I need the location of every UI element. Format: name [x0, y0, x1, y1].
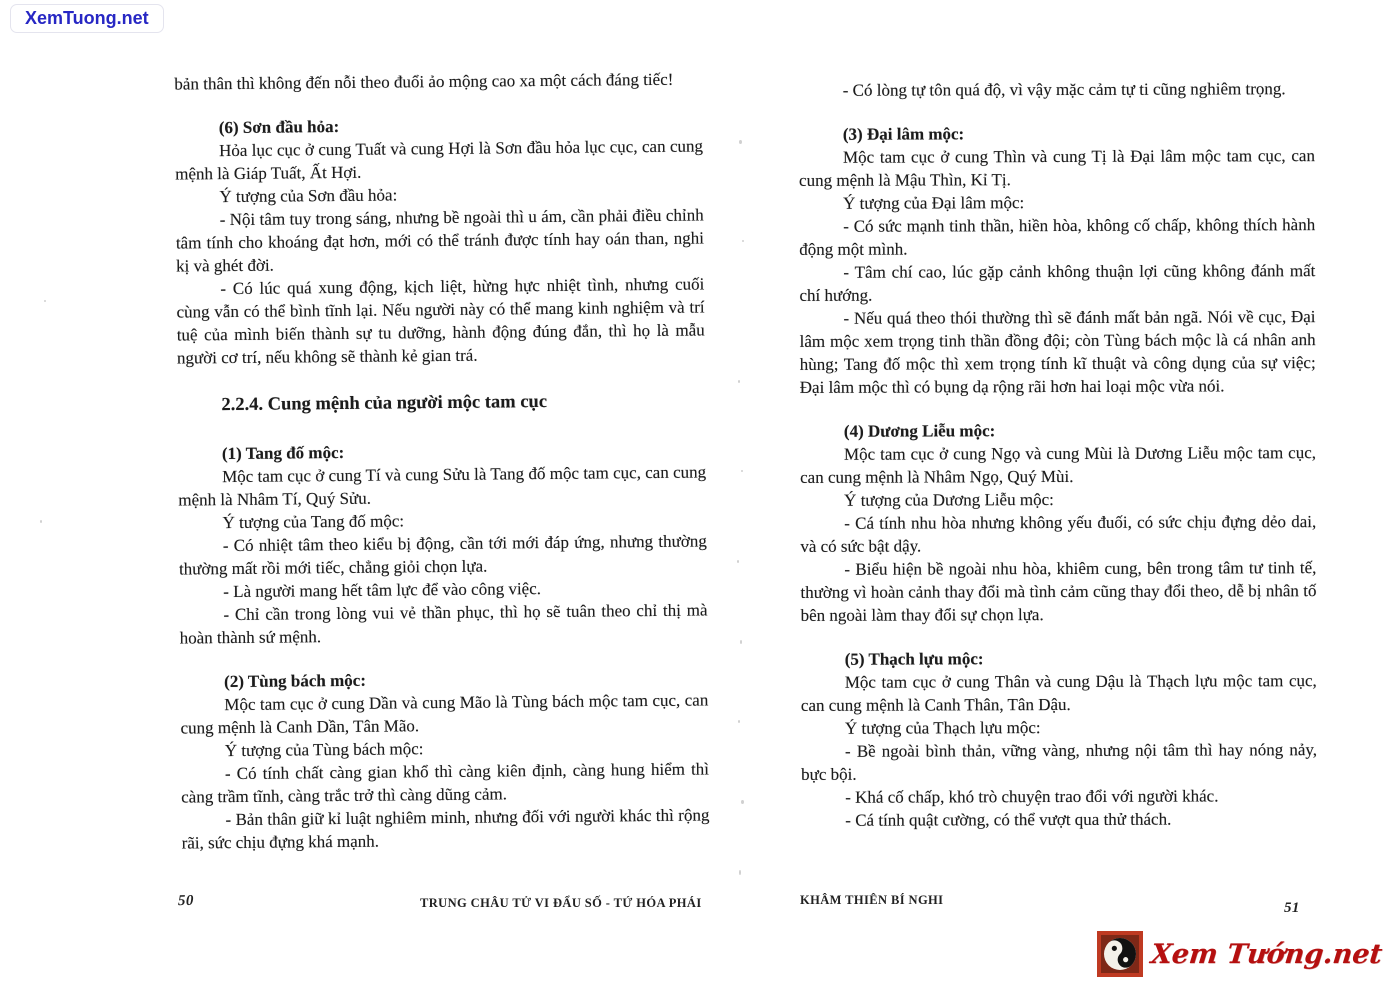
scan-noise [740, 640, 742, 644]
left-page-number: 50 [177, 892, 194, 910]
yin-yang-icon [1097, 931, 1143, 977]
scan-noise [741, 800, 744, 804]
paragraph: - Biểu hiện bề ngoài nhu hòa, khiêm cung, bên trong tâm tư tinh tế, thường vì hoàn cảnh thay đổi mà tình cảm cũng thay đổi theo, dễ bị nhân tố bên ngoài làm thay đổi sự chọn lựa. [800, 558, 1317, 625]
scan-noise [742, 240, 744, 242]
paragraph: - Cá tính quật cường, có thể vượt qua thử thách. [845, 809, 1172, 830]
paragraph: - Bản thân giữ kỉ luật nghiêm minh, nhưng đối với người khác thì rộng rãi, sức chịu đựng khá mạnh. [181, 805, 710, 853]
paragraph: Ý tượng của Tùng bách mộc: [224, 739, 424, 761]
site-logo[interactable] [1097, 931, 1382, 977]
paragraph: - Có lòng tự tôn quá độ, vì vậy mặc cảm tự ti cũng nghiêm trọng. [842, 79, 1286, 100]
paragraph: - Khá cố chấp, khó trò chuyện trao đổi với người khác. [845, 786, 1219, 807]
paragraph: Ý tượng của Sơn đầu hỏa: [219, 185, 398, 207]
heading: (1) Tang đố mộc: [221, 442, 345, 464]
paragraph: Mộc tam cục ở cung Dần và cung Mão là Tùng bách mộc tam cục, can cung mệnh là Canh Dần, Tân Mão. [180, 690, 709, 738]
paragraph: - Có nhiệt tâm theo kiểu bị động, cần tới mới đáp ứng, nhưng thường thường mất rồi mới tiếc, chẳng giỏi chọn lựa. [178, 531, 707, 579]
scan-noise [44, 300, 46, 302]
site-watermark[interactable]: XemTuong.net [10, 4, 164, 33]
paragraph: bản thân thì không đến nỗi theo đuổi ảo mộng cao xa một cách đáng tiếc! [174, 69, 674, 94]
paragraph: - Bề ngoài bình thản, vững vàng, nhưng nội tâm thì hay nóng nảy, bực bội. [801, 740, 1318, 784]
paragraph: - Nội tâm tuy trong sáng, nhưng bề ngoài thì u ám, cần phải điều chỉnh tâm tính cho khoáng đạt hơn, mới có thể tránh được tính hay oán than, nghi kị và ghét đời. [175, 205, 704, 276]
paragraph: - Chỉ cần trong lòng vui vẻ thần phục, thì họ sẽ tuân theo chỉ thị mà hoàn thành sứ mệnh. [179, 600, 708, 648]
heading: (4) Dương Liễu mộc: [843, 421, 996, 441]
scan-noise [737, 560, 739, 563]
heading: (3) Đại lâm mộc: [842, 124, 965, 144]
paragraph: Mộc tam cục ở cung Tí và cung Sửu là Tang đố mộc tam cục, can cung mệnh là Nhâm Tí, Quý Sửu. [178, 462, 707, 510]
paragraph: Mộc tam cục ở cung Thìn và cung Tị là Đại lâm mộc tam cục, can cung mệnh là Mậu Thìn, Kỉ Tị. [799, 146, 1315, 190]
paragraph: - Cá tính nhu hòa nhưng không yếu đuối, có sức chịu đựng dẻo dai, và có sức bật dậy. [800, 512, 1317, 556]
paragraph: Ý tượng của Đại lâm mộc: [843, 193, 1025, 213]
scan-noise [738, 720, 740, 723]
right-running-title: KHÂM THIÊN BÍ NGHI [800, 893, 944, 907]
logo-wordmark: Xem Tướng.net [1149, 938, 1384, 970]
scan-noise [40, 520, 42, 523]
heading: 2.2.4. Cung mệnh của người mộc tam cục [221, 391, 548, 416]
heading: (2) Tùng bách mộc: [224, 670, 367, 692]
heading: (5) Thạch lựu mộc: [844, 649, 984, 669]
paragraph: Hỏa lục cục ở cung Tuất và cung Hợi là Sơn đầu hỏa lục cục, can cung mệnh là Giáp Tuất, Ất Hợi. [175, 136, 704, 184]
paragraph: - Là người mang hết tâm lực để vào công việc. [223, 579, 542, 602]
paragraph: Ý tượng của Thạch lựu mộc: [844, 718, 1041, 738]
left-running-title: TRUNG CHÂU TỬ VI ĐẨU SỐ - TỨ HÓA PHÁI [420, 896, 702, 910]
scan-noise [741, 470, 743, 472]
paragraph: - Có tính chất càng gian khổ thì càng kiên định, càng hung hiểm thì càng trầm tĩnh, càng trắc trở thì càng dũng cảm. [181, 759, 710, 807]
paragraph: Mộc tam cục ở cung Thân và cung Dậu là Thạch lựu mộc tam cục, can cung mệnh là Canh Thân, Tân Dậu. [800, 671, 1317, 715]
scan-noise [738, 380, 740, 383]
paragraph: - Nếu quá theo thói thường thì sẽ đánh mất bản ngã. Nói về cục, Đại lâm mộc xem trọng tinh thần đồng đội; còn Tùng bách mộc là cá nhân anh hùng; Tang đố mộc thì xem trọng tính kĩ thuật và công dụng của sự việc; Đại lâm mộc thì có bụng dạ rộng rãi hơn hai loại mộc vừa nói. [799, 307, 1316, 397]
right-page-number: 51 [1284, 900, 1300, 916]
paragraph: - Tâm chí cao, lúc gặp cảnh không thuận lợi cũng không đánh mất chí hướng. [799, 261, 1316, 305]
paragraph: Mộc tam cục ở cung Ngọ và cung Mùi là Dương Liễu mộc tam cục, can cung mệnh là Nhâm Ngọ, Quý Mùi. [800, 443, 1317, 487]
scan-noise [739, 140, 742, 144]
heading: (6) Sơn đầu hỏa: [218, 116, 340, 138]
scan-noise [739, 870, 741, 875]
left-page-text [174, 67, 709, 854]
right-page-text [799, 77, 1318, 832]
paragraph: Ý tượng của Tang đố mộc: [222, 511, 405, 533]
paragraph: - Có sức mạnh tinh thần, hiền hòa, không cố chấp, không thích hành động một mình. [799, 215, 1316, 259]
paragraph: Ý tượng của Dương Liễu mộc: [844, 490, 1054, 510]
paragraph: - Có lúc quá xung động, kịch liệt, hừng hực nhiệt tình, nhưng cuối cùng vẫn có thể bình tĩnh lại. Nếu người này có thể mang kinh nghiệm và trí tuệ của mình biến thành sự tu dưỡng, hành động đúng đắn, thì họ là mẫu người cơ trí, nếu không sẽ thành kẻ gian trá. [176, 274, 705, 368]
